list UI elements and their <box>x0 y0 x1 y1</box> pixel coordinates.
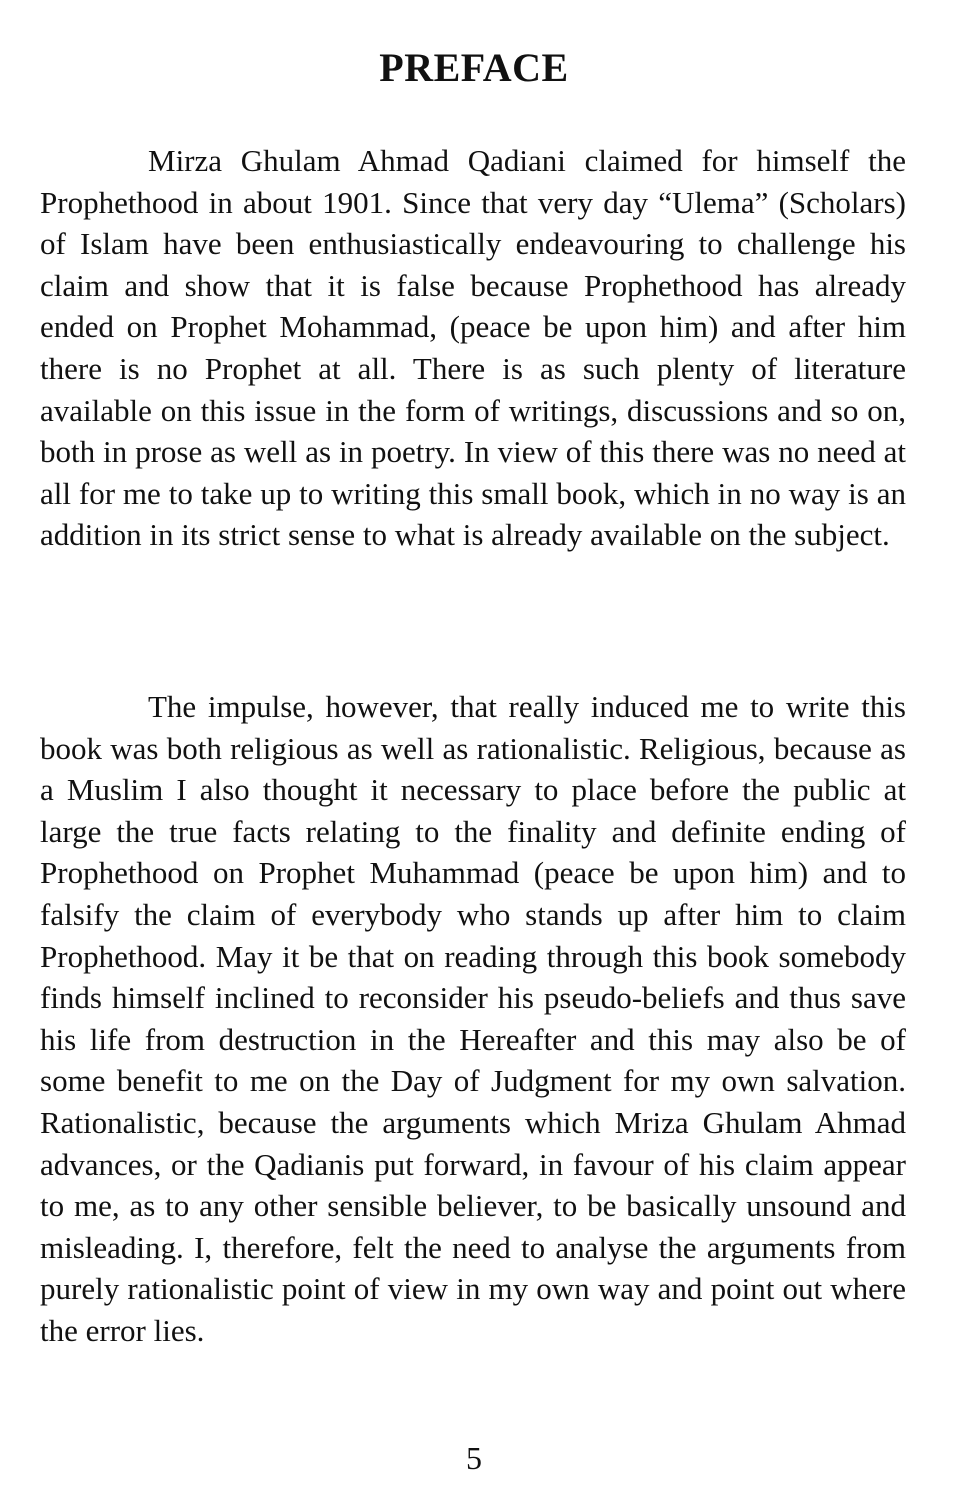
page-number: 5 <box>466 1440 482 1476</box>
page-title: PREFACE <box>379 45 569 90</box>
paragraph-2: The impulse, however, that really induced me to write this book was both religious as well as rationalistic. Religious, because as a Muslim I also thought it necessary to place before the public at large the true facts relating to the finality and definite ending of Prophethood on Prophet Muhammad (peace be upon him) and to falsify the claim of everybody who stands up after him to claim Prophethood. May it be that on reading through this book somebody finds himself inclined to reconsider his pseudo-beliefs and thus save his life from destruction in the Hereafter and this may also be of some benefit to me on the Day of Judgment for my own salvation. Rationalistic, because the arguments which Mriza Ghulam Ahmad advances, or the Qadianis put forward, in favour of his claim appear to me, as to any other sensible believer, to be basically unsound and misleading. I, therefore, felt the need to analyse the arguments from purely rationalistic point of view in my own way and point out where the error lies. <box>40 689 906 1348</box>
paragraph-1: Mirza Ghulam Ahmad Qadiani claimed for himself the Prophethood in about 1901. Since that very day “Ulema” (Scholars) of Islam have been enthusiastically endeavouring to challenge his claim and show that it is false because Prophethood has already ended on Prophet Mohammad, (peace be upon him) and after him there is no Prophet at all. There is as such plenty of literature available on this issue in the form of writings, discussions and so on, both in prose as well as in poetry. In view of this there was no need at all for me to take up to writing this small book, which in no way is an addition in its strict sense to what is already available on the subject. <box>40 143 906 553</box>
